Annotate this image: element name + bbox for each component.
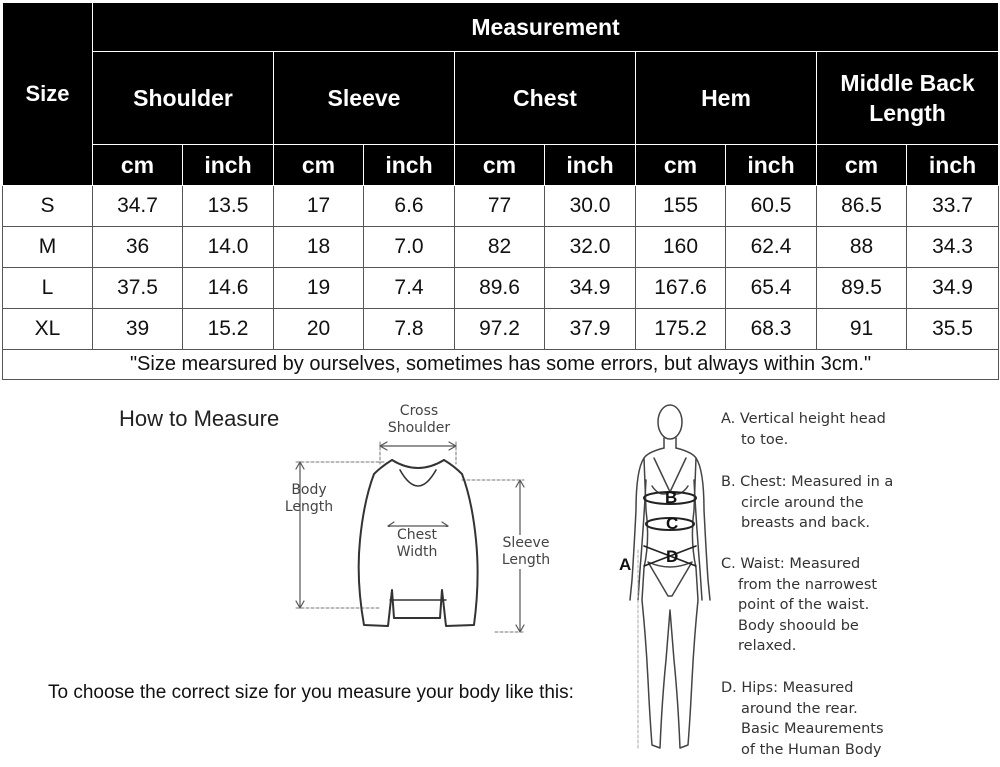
unit-inch: inch	[183, 145, 274, 186]
table-cell: 36	[93, 227, 183, 268]
size-label: S	[3, 186, 93, 227]
body-letter-b: B	[665, 488, 678, 507]
table-cell: 89.6	[455, 268, 545, 309]
table-row	[3, 227, 999, 268]
unit-cm: cm	[93, 145, 183, 186]
header-middle-back-length: Middle Back Length	[817, 52, 999, 145]
table-cell: 18	[274, 227, 364, 268]
body-letter-d: D	[666, 547, 679, 566]
size-note: "Size mearsured by ourselves, sometimes has some errors, but always within 3cm."	[3, 350, 999, 380]
table-cell: 34.7	[93, 186, 183, 227]
size-label: L	[3, 268, 93, 309]
unit-cm: cm	[455, 145, 545, 186]
unit-cm: cm	[817, 145, 907, 186]
header-size: Size	[3, 3, 93, 186]
table-cell: 62.4	[726, 227, 817, 268]
table-row	[3, 309, 999, 350]
table-cell: 13.5	[183, 186, 274, 227]
label-chest-width: Chest Width	[386, 527, 448, 561]
measure-instruction: To choose the correct size for you measure your body like this:	[48, 682, 574, 703]
table-cell: 7.8	[364, 309, 455, 350]
header-measurement: Measurement	[93, 3, 999, 52]
unit-inch: inch	[364, 145, 455, 186]
table-cell: 89.5	[817, 268, 907, 309]
size-label: XL	[3, 309, 93, 350]
table-cell: 155	[636, 186, 726, 227]
header-hem: Hem	[636, 52, 817, 145]
table-cell: 91	[817, 309, 907, 350]
table-cell: 35.5	[907, 309, 999, 350]
table-cell: 37.9	[545, 309, 636, 350]
unit-cm: cm	[636, 145, 726, 186]
table-cell: 34.3	[907, 227, 999, 268]
table-cell: 17	[274, 186, 364, 227]
unit-cm: cm	[274, 145, 364, 186]
table-cell: 77	[455, 186, 545, 227]
table-cell: 97.2	[455, 309, 545, 350]
table-cell: 167.6	[636, 268, 726, 309]
table-cell: 68.3	[726, 309, 817, 350]
table-cell: 160	[636, 227, 726, 268]
table-cell: 37.5	[93, 268, 183, 309]
legend-item-b: B. Chest: Measured in a circle around the breasts and back.	[721, 474, 894, 531]
how-to-measure-title: How to Measure	[119, 406, 280, 431]
size-chart-table	[2, 2, 999, 380]
table-row	[3, 186, 999, 227]
table-cell: 33.7	[907, 186, 999, 227]
table-cell: 34.9	[907, 268, 999, 309]
header-sleeve: Sleeve	[274, 52, 455, 145]
table-cell: 30.0	[545, 186, 636, 227]
label-body-length: Body Length	[284, 482, 334, 515]
table-row	[3, 268, 999, 309]
header-chest: Chest	[455, 52, 636, 145]
table-cell: 60.5	[726, 186, 817, 227]
human-body-icon	[620, 400, 720, 762]
label-sleeve-length: Sleeve Length	[497, 535, 555, 569]
table-cell: 86.5	[817, 186, 907, 227]
legend-item-a: A. Vertical height head to toe.	[721, 411, 886, 448]
table-cell: 20	[274, 309, 364, 350]
table-cell: 175.2	[636, 309, 726, 350]
size-label: M	[3, 227, 93, 268]
body-letter-a: A	[619, 555, 632, 574]
legend-item-c: C. Waist: Measured from the narrowest point of the waist. Body shoould be relaxed.	[721, 556, 878, 654]
table-cell: 15.2	[183, 309, 274, 350]
table-cell: 7.4	[364, 268, 455, 309]
table-cell: 32.0	[545, 227, 636, 268]
unit-inch: inch	[726, 145, 817, 186]
table-cell: 82	[455, 227, 545, 268]
unit-inch: inch	[545, 145, 636, 186]
table-cell: 6.6	[364, 186, 455, 227]
table-cell: 7.0	[364, 227, 455, 268]
table-cell: 14.0	[183, 227, 274, 268]
unit-inch: inch	[907, 145, 999, 186]
table-cell: 14.6	[183, 268, 274, 309]
label-cross-shoulder: Cross Shoulder	[387, 403, 451, 436]
legend-item-d: D. Hips: Measured around the rear. Basic Meaurements of the Human Body	[721, 680, 884, 758]
table-cell: 88	[817, 227, 907, 268]
table-cell: 34.9	[545, 268, 636, 309]
body-letter-c: C	[666, 514, 679, 533]
table-cell: 39	[93, 309, 183, 350]
header-shoulder: Shoulder	[93, 52, 274, 145]
table-cell: 19	[274, 268, 364, 309]
table-cell: 65.4	[726, 268, 817, 309]
